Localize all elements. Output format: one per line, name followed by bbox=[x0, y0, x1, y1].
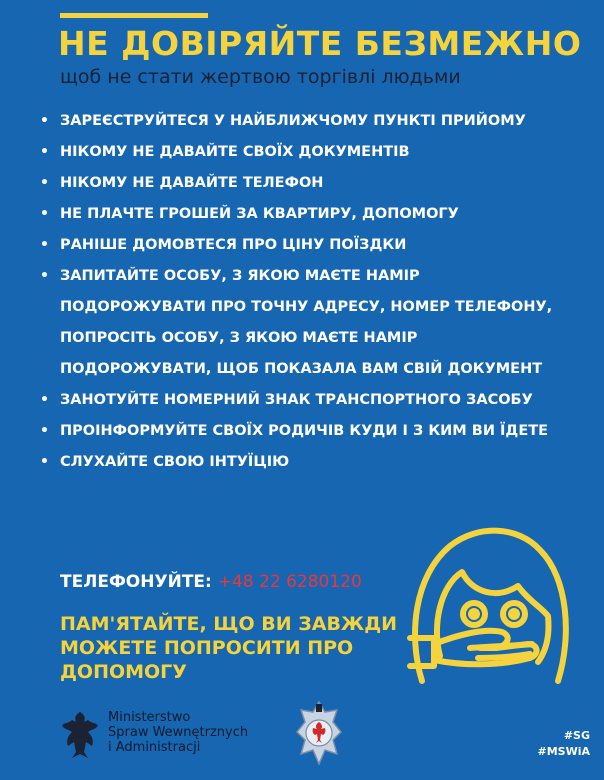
rules-list bbox=[40, 106, 560, 478]
list-item: • СЛУХАЙТЕ СВОЮ ІНТУЇЦІЮ bbox=[40, 447, 560, 478]
list-item: • ЗАНОТУЙТЕ НОМЕРНИЙ ЗНАК ТРАНСПОРТНОГО ЗАСОБУ bbox=[40, 385, 560, 416]
ministry-line: Spraw Wewnętrznych bbox=[108, 725, 249, 740]
list-item: • НІКОМУ НЕ ДАВАЙТЕ СВОЇХ ДОКУМЕНТІВ bbox=[40, 137, 560, 168]
phone-number[interactable]: +48 22 6280120 bbox=[217, 572, 362, 592]
call-line bbox=[60, 572, 362, 592]
list-item: • НІКОМУ НЕ ДАВАЙТЕ ТЕЛЕФОН bbox=[40, 168, 560, 199]
list-item: • ЗАПИТАЙТЕ ОСОБУ, З ЯКОЮ МАЄТЕ НАМІР ПОДОРОЖУВАТИ ПРО ТОЧНУ АДРЕСУ, НОМЕР ТЕЛЕФОНУ, ПОПРОСІТЬ ОСОБУ, З ЯКОЮ МАЄТЕ НАМІР ПОДОРОЖУВАТИ, ЩОБ ПОКАЗАЛА ВАМ СВІЙ ДОКУМЕНТ bbox=[40, 261, 560, 385]
call-label: ТЕЛЕФОНУЙТЕ: bbox=[60, 572, 212, 592]
border-guard-emblem-icon bbox=[295, 700, 343, 766]
list-item: • ЗАРЕЄСТРУЙТЕСЯ У НАЙБЛИЖЧОМУ ПУНКТІ ПРИЙОМУ bbox=[40, 106, 560, 137]
hashtag-sg: #SG bbox=[563, 729, 590, 742]
covered-mouth-face-icon bbox=[400, 516, 580, 696]
ministry-line: Ministerstwo bbox=[108, 710, 191, 725]
page-title: НЕ ДОВІРЯЙТЕ БЕЗМЕЖНО bbox=[58, 24, 582, 63]
ministry-logo bbox=[58, 702, 288, 768]
remember-text: ПАМ'ЯТАЙТЕ, ЩО ВИ ЗАВЖДИ МОЖЕТЕ ПОПРОСИТИ ПРО ДОПОМОГУ bbox=[60, 613, 398, 683]
page-subtitle: щоб не стати жертвою торгівлі людьми bbox=[60, 66, 461, 88]
hashtag-mswia: #MSWiA bbox=[537, 745, 590, 758]
ministry-line: i Administracji bbox=[108, 740, 201, 755]
top-accent-line bbox=[60, 13, 208, 18]
hashtags bbox=[537, 728, 590, 760]
ministry-name bbox=[108, 710, 248, 755]
polish-eagle-icon bbox=[58, 708, 102, 762]
list-item: • ПРОІНФОРМУЙТЕ СВОЇХ РОДИЧІВ КУДИ І З КИМ ВИ ЇДЕТЕ bbox=[40, 416, 560, 447]
list-item: • НЕ ПЛАЧТЕ ГРОШЕЙ ЗА КВАРТИРУ, ДОПОМОГУ bbox=[40, 199, 560, 230]
list-item: • РАНІШЕ ДОМОВТЕСЯ ПРО ЦІНУ ПОЇЗДКИ bbox=[40, 230, 560, 261]
